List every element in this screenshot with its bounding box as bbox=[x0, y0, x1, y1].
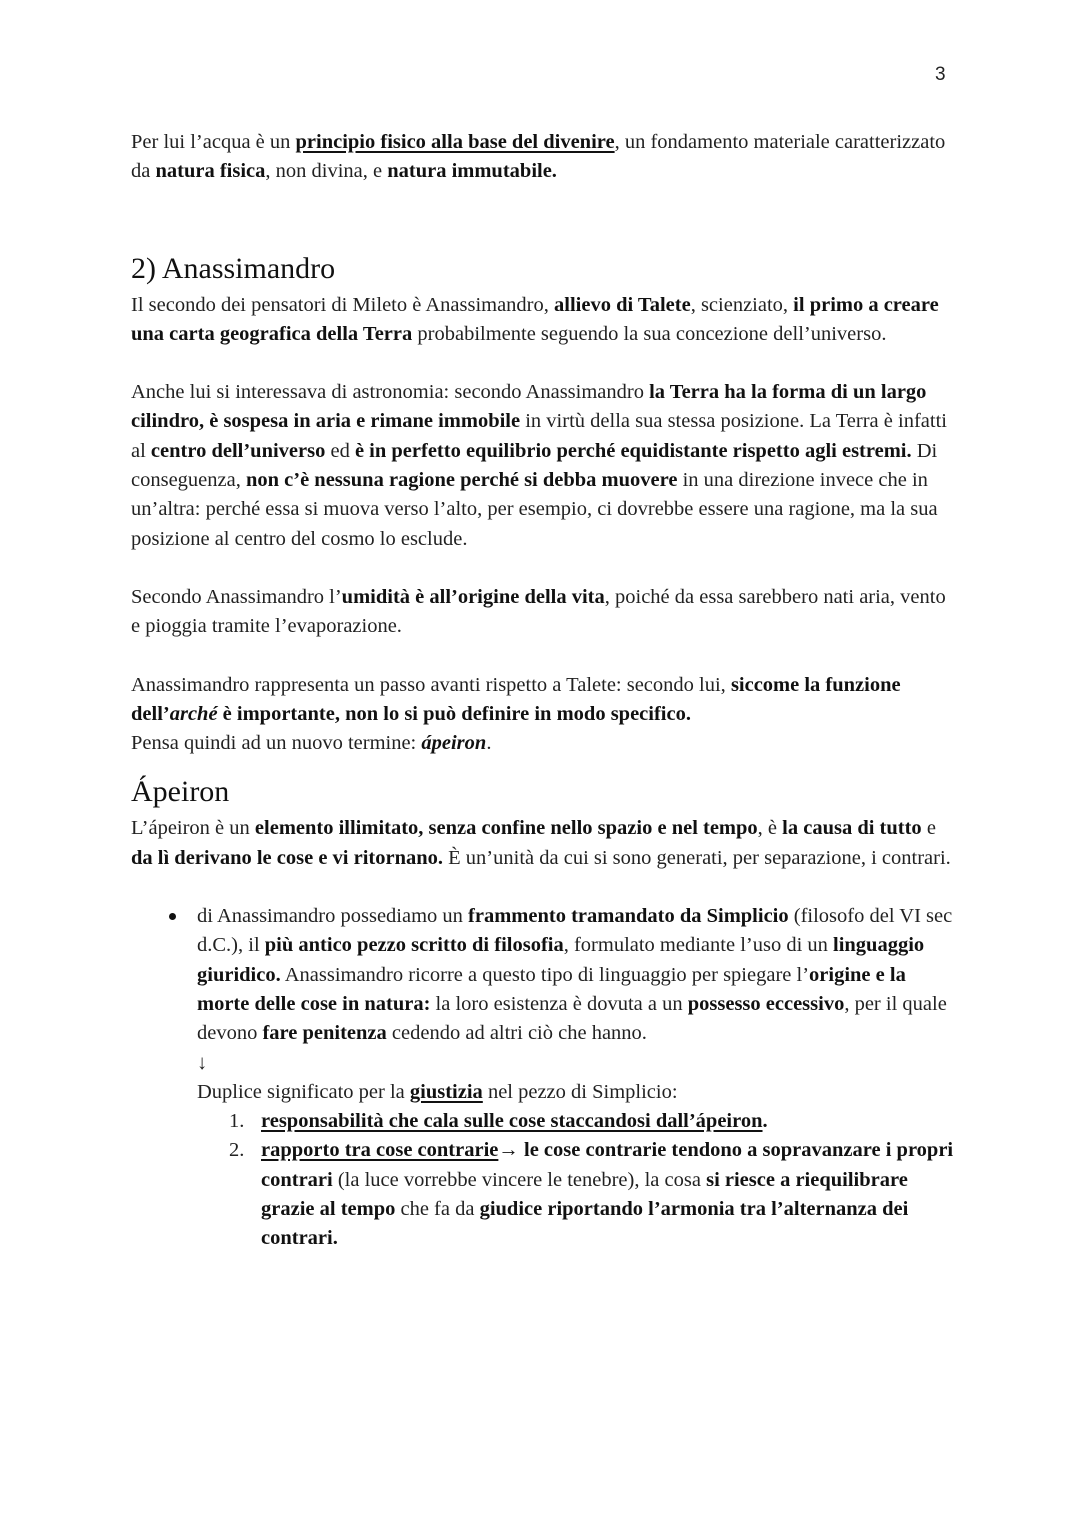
text-run: L’ápeiron è un bbox=[131, 817, 255, 840]
paragraph-apeiron-definition bbox=[131, 814, 956, 873]
item-text bbox=[261, 1139, 953, 1249]
text-run: (filosofo del VI sec d.C.), il bbox=[197, 905, 953, 957]
numbered-item-1 bbox=[197, 1107, 956, 1136]
text-run: siccome la funzione dell’ bbox=[131, 673, 901, 725]
paragraph-umidita bbox=[131, 583, 956, 642]
text-run: Anassimandro rappresenta un passo avanti rispetto a Talete: secondo lui, bbox=[131, 673, 731, 696]
paragraph-astronomia bbox=[131, 378, 956, 554]
text-run: nel pezzo di Simplicio: bbox=[482, 1080, 678, 1103]
text-run: in virtù della sua stessa posizione. La Terra è infatti al bbox=[131, 410, 947, 462]
duplice-significato-line bbox=[197, 1078, 956, 1107]
text-run: Duplice significato per la bbox=[197, 1080, 410, 1103]
text-run: Pensa quindi ad un nuovo termine: bbox=[131, 732, 422, 755]
text-run: Anassimandro ricorre a questo tipo di linguaggio per spiegare l’ bbox=[280, 963, 810, 986]
text-run: . bbox=[762, 1110, 768, 1133]
text-run: da lì derivano le cose e vi ritornano. bbox=[131, 846, 444, 869]
text-run: → le cose contrarie tendono a sopravanzare i propri contrari bbox=[261, 1139, 954, 1191]
text-run: , poiché da essa sarebbero nati aria, vento e pioggia tramite l’evaporazione. bbox=[131, 585, 946, 638]
text-run: in una direzione invece che in un’altra: perché essa si muova verso l’alto, per esempio, ci dovrebbe essere una ragione, ma la sua posizione al centro del cosmo lo esclude. bbox=[131, 469, 938, 550]
text-run: il primo a creare una carta geografica della Terra bbox=[131, 293, 939, 345]
text-run: , un fondamento materiale caratterizzato da bbox=[131, 131, 946, 183]
text-run: , scienziato, bbox=[690, 293, 794, 316]
list-item bbox=[131, 902, 956, 1254]
text-run: possesso eccessivo bbox=[687, 992, 845, 1015]
item-number: 1. bbox=[229, 1110, 245, 1133]
text-run: principio fisico alla base del divenire bbox=[295, 131, 615, 153]
document-body bbox=[131, 128, 956, 1254]
text-run: Di conseguenza, bbox=[131, 439, 938, 492]
heading-apeiron: Ápeiron bbox=[131, 775, 230, 809]
text-run: centro dell’universo bbox=[150, 439, 326, 462]
text-run: (la luce vorrebbe vincere le tenebre), la cosa bbox=[332, 1168, 707, 1191]
text-run: natura fisica bbox=[155, 160, 266, 183]
paragraph-passo-avanti bbox=[131, 671, 956, 730]
text-run: . bbox=[486, 732, 492, 755]
text-run: Il secondo dei pensatori di Mileto è Anassimandro, bbox=[131, 293, 555, 316]
text-run: natura immutabile. bbox=[387, 160, 557, 183]
text-run: umidità è all’origine della vita bbox=[341, 585, 605, 608]
text-run: la causa di tutto bbox=[782, 817, 922, 840]
text-run: cedendo ad altri ciò che hanno. bbox=[386, 1022, 647, 1045]
text-run: che fa da bbox=[395, 1198, 480, 1221]
text-run: è in perfetto equilibrio perché equidistante rispetto agli estremi. bbox=[354, 439, 912, 462]
text-run: probabilmente seguendo la sua concezione dell’universo. bbox=[412, 322, 887, 345]
text-run: la loro esistenza è dovuta a un bbox=[430, 992, 688, 1015]
text-run: Anche lui si interessava di astronomia: secondo Anassimandro bbox=[131, 381, 650, 404]
text-run: , non divina, e bbox=[265, 160, 388, 183]
text-run: , formulato mediante l’uso di un bbox=[563, 934, 834, 957]
bullet-text-simplicio bbox=[197, 905, 952, 1044]
text-run: ed bbox=[325, 439, 355, 462]
heading-anassimandro: 2) Anassimandro bbox=[131, 251, 336, 285]
text-run: linguaggio giuridico. bbox=[197, 934, 925, 986]
text-run: elemento illimitato, senza confine nello spazio e nel tempo bbox=[254, 817, 758, 840]
page-number: 3 bbox=[935, 64, 946, 85]
intro-paragraph bbox=[131, 128, 956, 187]
text-run: Secondo Anassimandro l’ bbox=[131, 585, 342, 608]
text-run: e bbox=[921, 817, 936, 840]
down-arrow-icon: ↓ bbox=[197, 1051, 208, 1074]
text-run: , per il quale devono bbox=[197, 992, 947, 1045]
item-text bbox=[261, 1110, 768, 1132]
text-run: giudice riportando l’armonia tra l’alternanza dei contrari. bbox=[261, 1198, 909, 1250]
text-run: di Anassimandro possediamo un bbox=[197, 905, 469, 928]
numbered-list bbox=[197, 1107, 956, 1253]
paragraph-allievo bbox=[131, 291, 956, 350]
text-run: fare penitenza bbox=[262, 1022, 387, 1045]
text-run: frammento tramandato da Simplicio bbox=[468, 905, 789, 928]
text-run: non c’è nessuna ragione perché si debba muovere bbox=[245, 469, 678, 492]
text-run: ápeiron bbox=[421, 732, 487, 755]
text-run: allievo di Talete bbox=[554, 293, 691, 316]
text-run: è importante, non lo si può definire in modo specifico. bbox=[217, 702, 691, 725]
text-run: rapporto tra cose contrarie bbox=[261, 1139, 499, 1162]
numbered-item-2 bbox=[197, 1136, 956, 1253]
text-run: la Terra ha la forma di un largo cilindro, è sospesa in aria e rimane immobile bbox=[131, 381, 927, 433]
text-run: origine e la morte delle cose in natura: bbox=[197, 963, 906, 1015]
item-number: 2. bbox=[229, 1139, 245, 1162]
bullet-icon bbox=[169, 913, 176, 920]
text-run: più antico pezzo scritto di filosofia bbox=[264, 934, 564, 957]
text-run: Per lui l’acqua è un bbox=[131, 131, 296, 153]
text-run: , è bbox=[757, 817, 783, 840]
bullet-list bbox=[131, 902, 956, 1254]
text-run: giustizia bbox=[409, 1080, 483, 1103]
text-run: responsabilità che cala sulle cose staccandosi dall’ápeiron bbox=[261, 1110, 763, 1133]
paragraph-nuovo-termine bbox=[131, 729, 956, 758]
text-run: È un’unità da cui si sono generati, per separazione, i contrari. bbox=[443, 846, 951, 869]
text-run: arché bbox=[169, 702, 218, 725]
text-run: si riesce a riequilibrare grazie al tempo bbox=[261, 1168, 908, 1221]
